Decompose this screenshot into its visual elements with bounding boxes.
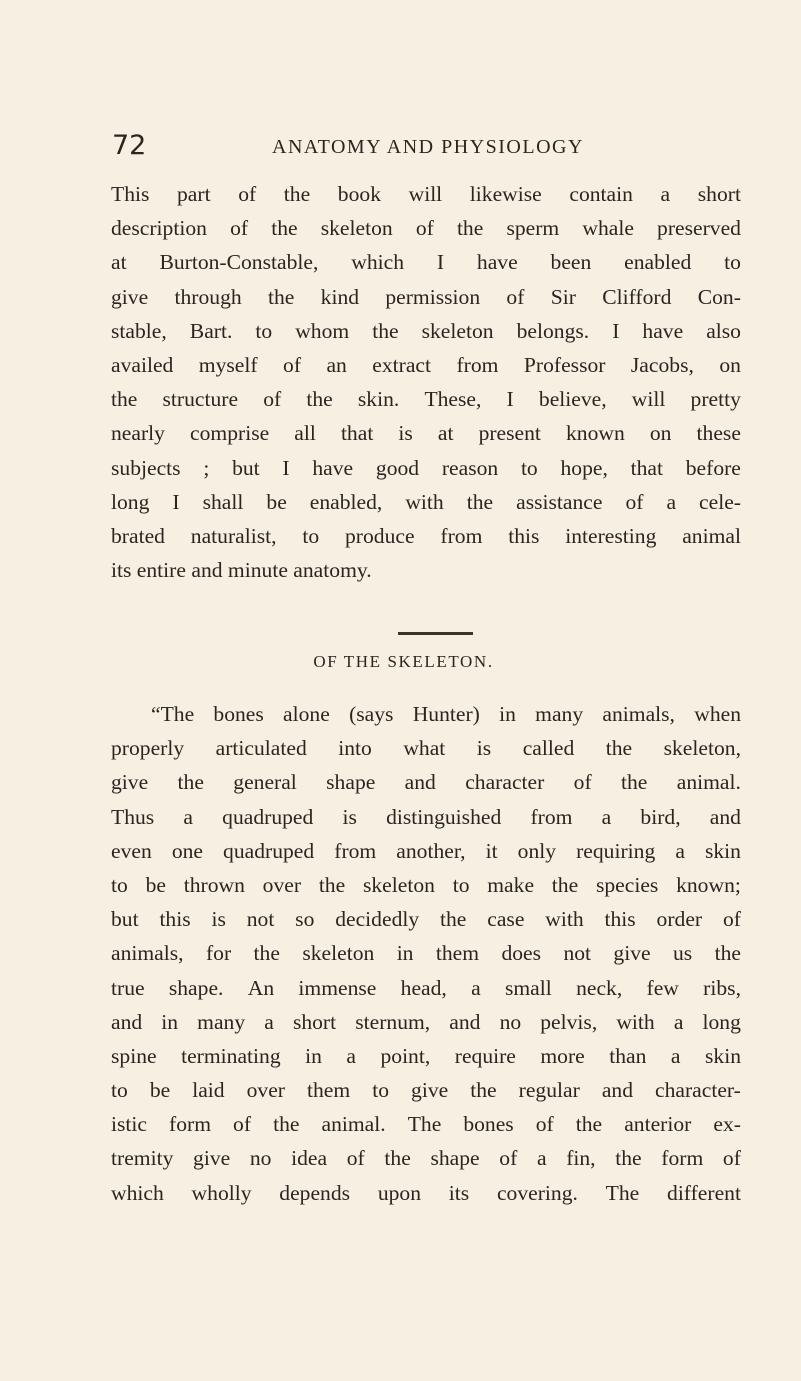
text-line: which wholly depends upon its covering. The different [111, 1180, 741, 1205]
text-line: nearly comprise all that is at present known on these [111, 421, 741, 446]
text-line: at Burton-Constable, which I have been enabled to [111, 250, 741, 275]
text-line: but this is not so decidedly the case with this order of [111, 907, 741, 932]
text-line: subjects ; but I have good reason to hope, that before [111, 455, 741, 480]
text-line: the structure of the skin. These, I believe, will pretty [111, 387, 741, 412]
text-line: its entire and minute anatomy. [111, 558, 372, 583]
text-line: availed myself of an extract from Professor Jacobs, on [111, 352, 741, 377]
text-line: Thus a quadruped is distinguished from a bird, and [111, 804, 741, 829]
text-line: give the general shape and character of the animal. [111, 770, 741, 795]
text-line: and in many a short sternum, and no pelvis, with a long [111, 1009, 741, 1034]
section-heading [0, 650, 801, 674]
text-line: istic form of the animal. The bones of the anterior ex- [111, 1112, 741, 1137]
text-line: to be laid over them to give the regular and character- [111, 1078, 741, 1103]
running-title: ANATOMY AND PHYSIOLOGY [272, 136, 584, 158]
text-line: to be thrown over the skeleton to make the species known; [111, 872, 741, 897]
text-line: description of the skeleton of the sperm whale preserved [111, 216, 741, 241]
text-line: brated naturalist, to produce from this interesting animal [111, 523, 741, 548]
paragraph-skeleton [111, 697, 741, 1210]
section-divider-rule [398, 632, 473, 635]
text-line: long I shall be enabled, with the assistance of a cele- [111, 489, 741, 514]
text-line: animals, for the skeleton in them does not give us the [111, 941, 741, 966]
text-line: true shape. An immense head, a small neck, few ribs, [111, 975, 741, 1000]
text-line: properly articulated into what is called the skeleton, [111, 736, 741, 761]
text-line: even one quadruped from another, it only requiring a skin [111, 838, 741, 863]
text-line: “The bones alone (says Hunter) in many animals, when [151, 702, 741, 726]
text-line: This part of the book will likewise contain a short [111, 182, 741, 206]
text-line: spine terminating in a point, require more than a skin [111, 1043, 741, 1068]
text-line: tremity give no idea of the shape of a fin, the form of [111, 1146, 741, 1171]
running-head [112, 131, 632, 165]
text-line: give through the kind permission of Sir Clifford Con- [111, 284, 741, 309]
page-number: 72 [112, 130, 147, 161]
section-heading-text: OF THE SKELETON. [313, 652, 494, 671]
paragraph-intro [111, 177, 741, 587]
text-line: stable, Bart. to whom the skeleton belongs. I have also [111, 318, 741, 343]
